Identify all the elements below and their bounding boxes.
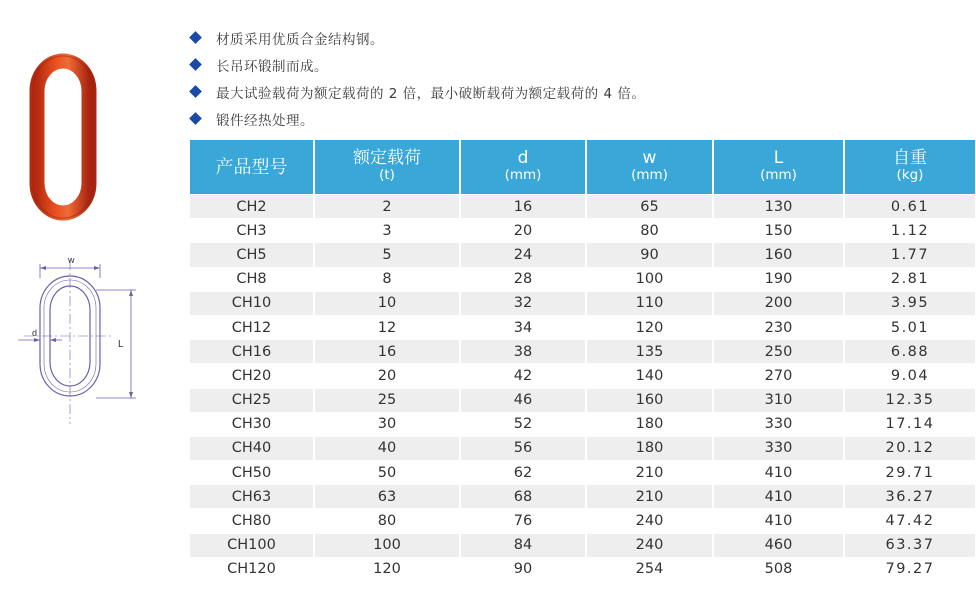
cell-rated-load: 80: [315, 508, 461, 532]
cell-model: CH5: [190, 242, 315, 266]
header-model: 产品型号: [190, 140, 315, 194]
table-row: [190, 291, 975, 315]
l-dimension-label: L: [118, 339, 124, 350]
cell-l: 250: [714, 339, 845, 363]
w-dimension-label: w: [68, 255, 75, 265]
table-row: [190, 218, 975, 242]
cell-weight: 79.27: [845, 557, 975, 581]
cell-model: CH20: [190, 363, 315, 387]
cell-d: 84: [461, 533, 587, 557]
cell-model: CH120: [190, 557, 315, 581]
cell-weight: 3.95: [845, 291, 975, 315]
cell-l: 230: [714, 315, 845, 339]
feature-item: 最大试验载荷为额定载荷的 2 倍，最小破断载荷为额定载荷的 4 倍。: [188, 78, 645, 105]
cell-w: 180: [587, 412, 714, 436]
cell-l: 330: [714, 412, 845, 436]
cell-l: 410: [714, 508, 845, 532]
cell-model: CH50: [190, 460, 315, 484]
cell-w: 160: [587, 388, 714, 412]
table-row: [190, 339, 975, 363]
cell-w: 135: [587, 339, 714, 363]
cell-d: 62: [461, 460, 587, 484]
diamond-bullet-icon: [189, 112, 202, 125]
cell-rated-load: 2: [315, 194, 461, 218]
diamond-bullet-icon: [189, 85, 202, 98]
table-row: [190, 412, 975, 436]
cell-d: 46: [461, 388, 587, 412]
cell-l: 150: [714, 218, 845, 242]
cell-w: 120: [587, 315, 714, 339]
cell-d: 38: [461, 339, 587, 363]
table-row: [190, 267, 975, 291]
cell-d: 32: [461, 291, 587, 315]
cell-weight: 0.61: [845, 194, 975, 218]
feature-item: 材质采用优质合金结构钢。: [188, 24, 645, 51]
cell-w: 90: [587, 242, 714, 266]
cell-d: 42: [461, 363, 587, 387]
cell-model: CH30: [190, 412, 315, 436]
table-row: [190, 194, 975, 218]
table-row: [190, 242, 975, 266]
cell-d: 16: [461, 194, 587, 218]
cell-model: CH25: [190, 388, 315, 412]
cell-d: 90: [461, 557, 587, 581]
cell-d: 68: [461, 484, 587, 508]
cell-d: 28: [461, 267, 587, 291]
header-w: w (mm): [587, 140, 714, 194]
table-body: [190, 194, 975, 581]
spec-table: [190, 140, 975, 581]
table-row: [190, 460, 975, 484]
cell-w: 254: [587, 557, 714, 581]
cell-weight: 36.27: [845, 484, 975, 508]
cell-rated-load: 50: [315, 460, 461, 484]
cell-model: CH40: [190, 436, 315, 460]
cell-w: 180: [587, 436, 714, 460]
cell-d: 34: [461, 315, 587, 339]
header-weight: 自重 (kg): [845, 140, 975, 194]
cell-w: 240: [587, 508, 714, 532]
table-row: [190, 315, 975, 339]
cell-weight: 17.14: [845, 412, 975, 436]
d-dimension-label: d: [32, 328, 38, 338]
cell-rated-load: 12: [315, 315, 461, 339]
cell-weight: 9.04: [845, 363, 975, 387]
cell-model: CH63: [190, 484, 315, 508]
cell-model: CH8: [190, 267, 315, 291]
cell-weight: 6.88: [845, 339, 975, 363]
header-d: d (mm): [461, 140, 587, 194]
cell-weight: 63.37: [845, 533, 975, 557]
cell-rated-load: 8: [315, 267, 461, 291]
table-row: [190, 533, 975, 557]
cell-d: 56: [461, 436, 587, 460]
cell-rated-load: 63: [315, 484, 461, 508]
cell-weight: 12.35: [845, 388, 975, 412]
table-row: [190, 436, 975, 460]
table-row: [190, 388, 975, 412]
cell-w: 110: [587, 291, 714, 315]
cell-rated-load: 25: [315, 388, 461, 412]
cell-l: 190: [714, 267, 845, 291]
diamond-bullet-icon: [189, 58, 202, 71]
cell-rated-load: 100: [315, 533, 461, 557]
cell-d: 76: [461, 508, 587, 532]
cell-l: 410: [714, 460, 845, 484]
cell-weight: 20.12: [845, 436, 975, 460]
cell-model: CH2: [190, 194, 315, 218]
header-rated-load: 额定载荷 (t): [315, 140, 461, 194]
cell-l: 310: [714, 388, 845, 412]
cell-l: 508: [714, 557, 845, 581]
product-ring-image: [28, 52, 98, 222]
feature-item: 锻件经热处理。: [188, 105, 645, 132]
cell-weight: 5.01: [845, 315, 975, 339]
cell-w: 65: [587, 194, 714, 218]
cell-weight: 1.12: [845, 218, 975, 242]
cell-w: 100: [587, 267, 714, 291]
cell-d: 20: [461, 218, 587, 242]
table-row: [190, 557, 975, 581]
dimension-drawing: [14, 252, 144, 427]
header-l: L (mm): [714, 140, 845, 194]
table-row: [190, 508, 975, 532]
cell-w: 80: [587, 218, 714, 242]
cell-l: 130: [714, 194, 845, 218]
cell-model: CH12: [190, 315, 315, 339]
cell-weight: 47.42: [845, 508, 975, 532]
cell-l: 200: [714, 291, 845, 315]
cell-weight: 29.71: [845, 460, 975, 484]
table-row: [190, 363, 975, 387]
cell-model: CH16: [190, 339, 315, 363]
feature-list: [188, 24, 645, 132]
cell-l: 270: [714, 363, 845, 387]
diamond-bullet-icon: [189, 31, 202, 44]
cell-rated-load: 120: [315, 557, 461, 581]
cell-rated-load: 5: [315, 242, 461, 266]
cell-w: 210: [587, 484, 714, 508]
cell-d: 52: [461, 412, 587, 436]
cell-weight: 2.81: [845, 267, 975, 291]
cell-l: 410: [714, 484, 845, 508]
cell-model: CH10: [190, 291, 315, 315]
cell-l: 330: [714, 436, 845, 460]
cell-rated-load: 20: [315, 363, 461, 387]
feature-item: 长吊环锻制而成。: [188, 51, 645, 78]
cell-w: 140: [587, 363, 714, 387]
cell-rated-load: 16: [315, 339, 461, 363]
table-row: [190, 484, 975, 508]
cell-model: CH80: [190, 508, 315, 532]
cell-l: 160: [714, 242, 845, 266]
cell-rated-load: 10: [315, 291, 461, 315]
cell-w: 240: [587, 533, 714, 557]
cell-model: CH100: [190, 533, 315, 557]
table-header-row: [190, 140, 975, 194]
cell-rated-load: 40: [315, 436, 461, 460]
cell-w: 210: [587, 460, 714, 484]
cell-l: 460: [714, 533, 845, 557]
cell-rated-load: 30: [315, 412, 461, 436]
cell-d: 24: [461, 242, 587, 266]
cell-model: CH3: [190, 218, 315, 242]
cell-rated-load: 3: [315, 218, 461, 242]
cell-weight: 1.77: [845, 242, 975, 266]
